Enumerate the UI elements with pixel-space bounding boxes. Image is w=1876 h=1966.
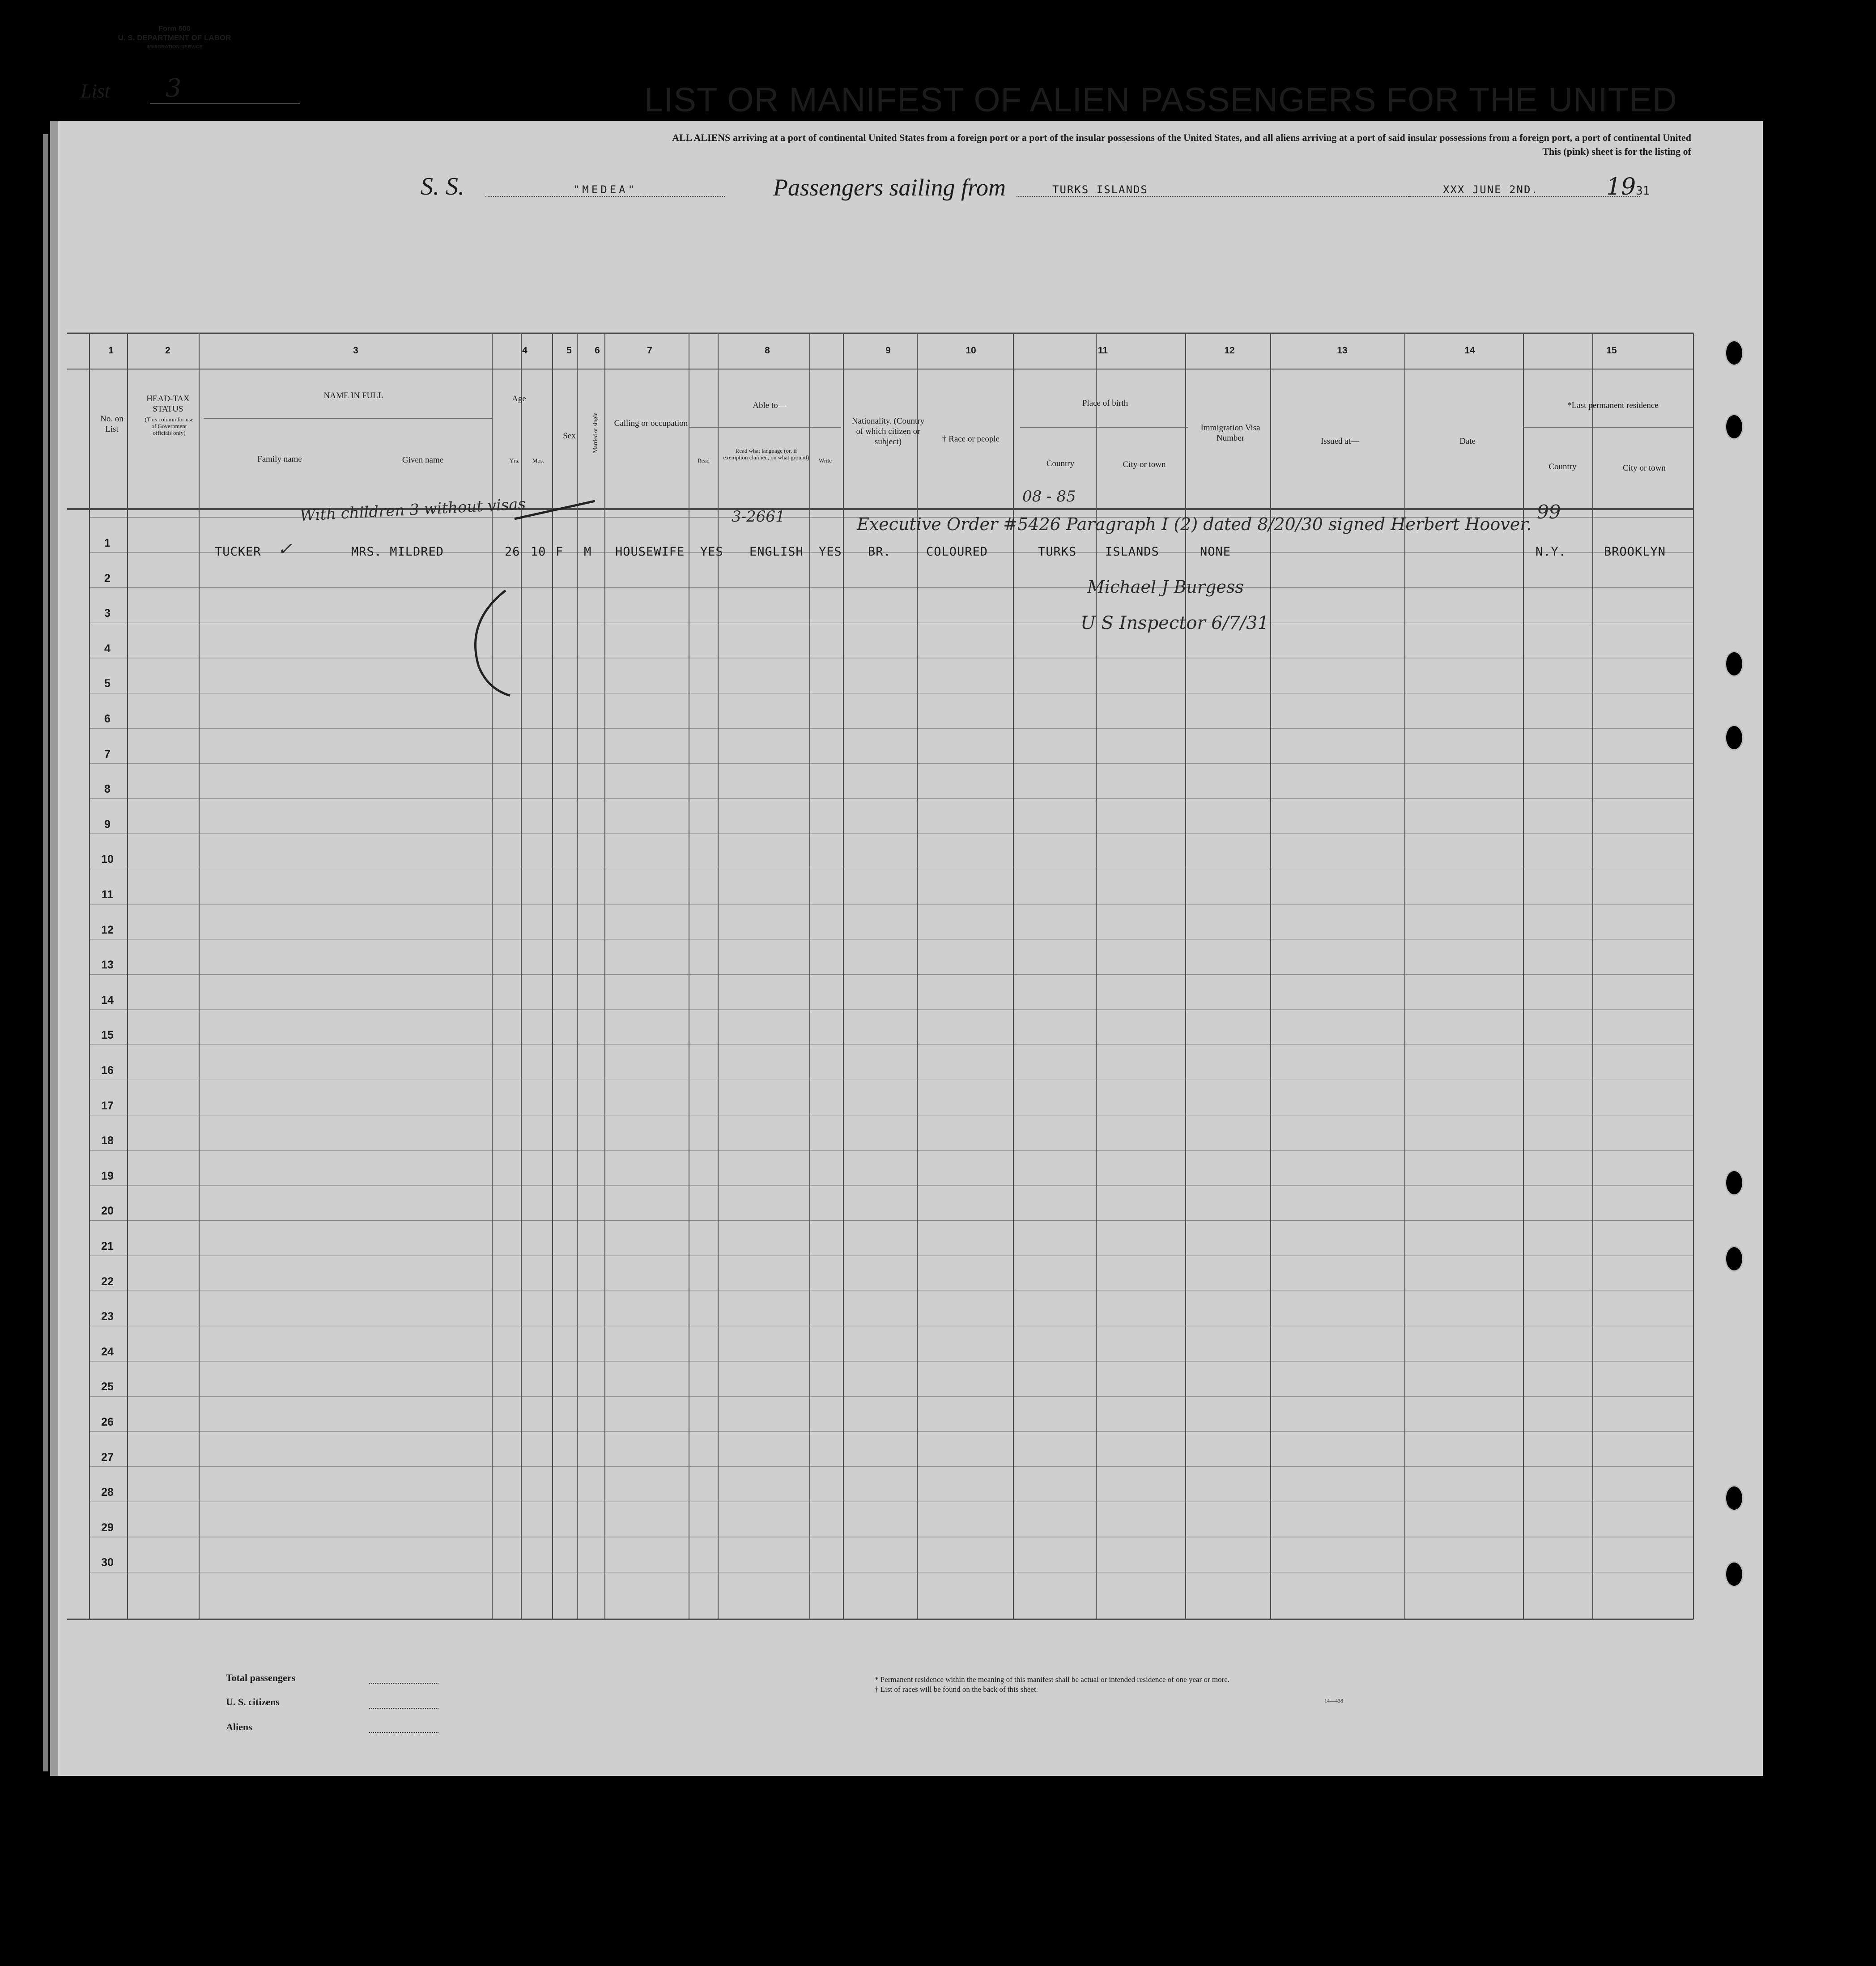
service-name: IMMIGRATION SERVICE	[146, 44, 203, 50]
column-number: 7	[647, 345, 652, 356]
row-number: 29	[101, 1521, 114, 1534]
header-birth-city: City or town	[1123, 460, 1166, 469]
column-number: 6	[595, 345, 600, 356]
children-note: With children 3 without visas	[299, 495, 526, 525]
write-value: YES	[819, 545, 842, 559]
ship-name: "MEDEA"	[485, 183, 725, 197]
department-name: U. S. DEPARTMENT OF LABOR	[118, 34, 231, 42]
occupation-value: HOUSEWIFE	[615, 545, 685, 559]
row-number: 1	[104, 537, 111, 549]
row-number: 30	[101, 1556, 114, 1569]
row-number: 25	[101, 1380, 114, 1393]
us-citizens-line	[369, 1708, 438, 1709]
header-place-of-birth: Place of birth	[1082, 399, 1128, 408]
age-mos-value: 10	[531, 545, 546, 559]
header-no-on-list: No. on List	[100, 414, 123, 434]
header-head-tax: HEAD-TAX STATUS	[146, 394, 190, 414]
binder-hole	[1725, 1485, 1744, 1511]
row-number: 4	[104, 642, 111, 655]
row-number: 6	[104, 713, 111, 725]
row-number: 15	[101, 1029, 114, 1042]
column-number: 4	[522, 345, 527, 356]
code-annotation: 08 - 85	[1022, 488, 1076, 505]
row-number: 17	[101, 1099, 114, 1112]
list-label: List	[81, 80, 111, 102]
row-number: 28	[101, 1486, 114, 1499]
aliens-label: Aliens	[226, 1721, 252, 1732]
total-passengers-label: Total passengers	[226, 1672, 296, 1683]
row-number: 11	[101, 888, 114, 901]
column-number: 13	[1337, 345, 1348, 356]
executive-order-note: Executive Order #5426 Paragraph I (2) dated 8/20/30 signed Herbert Hoover.	[857, 514, 1532, 534]
check-mark: ✓	[277, 539, 293, 560]
inspector-title: U S Inspector 6/7/31	[1081, 613, 1269, 633]
res-country-value: N.Y.	[1536, 545, 1567, 559]
header-write: Write	[818, 457, 832, 464]
header-calling: Calling or occupation	[614, 419, 688, 428]
aliens-line	[369, 1732, 438, 1733]
row-number: 2	[104, 572, 111, 585]
year-suffix: 31	[1636, 184, 1650, 198]
binder-hole	[1725, 1246, 1744, 1272]
age-yrs-value: 26	[505, 545, 520, 559]
departure-port: TURKS ISLANDS	[1017, 183, 1410, 197]
row-number: 21	[101, 1240, 114, 1253]
header-able-to: Able to—	[753, 401, 787, 410]
row-number: 20	[101, 1205, 114, 1218]
binder-hole	[1725, 651, 1744, 677]
header-read-language: Read what language (or, if exemption claimed, on what ground)	[723, 447, 809, 461]
binder-hole	[1725, 340, 1744, 366]
row-number: 9	[104, 818, 111, 831]
row-number: 14	[101, 994, 114, 1006]
row-number: 19	[101, 1169, 114, 1182]
header-head-tax-note: (This column for use of Government officials only)	[145, 416, 194, 436]
column-number: 5	[566, 345, 572, 356]
binder-hole	[1725, 725, 1744, 751]
column-number: 10	[966, 345, 976, 356]
header-sex: Sex	[563, 431, 576, 441]
footer-form-code: 14—438	[1324, 1698, 1343, 1704]
visa-value: NONE	[1200, 545, 1231, 559]
header-nationality: Nationality. (Country of which citizen or subject)	[851, 416, 925, 446]
row-number: 23	[101, 1310, 114, 1323]
header-issued-at: Issued at—	[1320, 437, 1359, 446]
family-name-value: TUCKER	[215, 545, 261, 559]
nationality-value: BR.	[868, 545, 891, 559]
footnote-residence: * Permanent residence within the meaning of this manifest shall be actual or intended residence of one year or more.	[875, 1675, 1230, 1684]
header-married-or-single: Married or single	[591, 412, 599, 453]
subtitle-line-1: ALL ALIENS arriving at a port of continental United States from a foreign port or a port of the insular possessions of the United States, and all aliens arriving at a port of said insular possessions from a foreign port, a port of continental United	[672, 132, 1691, 143]
column-number: 1	[108, 345, 114, 356]
row-number: 27	[101, 1451, 114, 1464]
residence-code: 99	[1537, 501, 1561, 523]
row-number: 12	[101, 923, 114, 936]
header-mos: Mos.	[532, 457, 545, 464]
header-last-residence: *Last permanent residence	[1567, 401, 1659, 410]
given-name-value: MRS. MILDRED	[351, 545, 444, 559]
column-number: 14	[1464, 345, 1475, 356]
pen-arc	[461, 586, 515, 702]
sailing-label: Passengers sailing from	[773, 174, 1006, 201]
footnote-races: † List of races will be found on the back of this sheet.	[875, 1685, 1038, 1694]
column-number: 11	[1098, 345, 1108, 356]
birth-country-value: TURKS	[1038, 545, 1077, 559]
column-number: 12	[1224, 345, 1235, 356]
row-number: 3	[104, 607, 111, 620]
header-res-country: Country	[1548, 462, 1577, 471]
pen-stroke	[510, 497, 600, 523]
binder-hole	[1725, 414, 1744, 440]
row-number: 16	[101, 1064, 114, 1077]
read-value: YES	[700, 545, 723, 559]
header-yrs: Yrs.	[509, 457, 520, 464]
row-number: 13	[101, 959, 114, 972]
header-res-city: City or town	[1622, 463, 1666, 473]
column-number: 15	[1606, 345, 1617, 356]
subtitle-line-2: This (pink) sheet is for the listing of	[1542, 146, 1691, 157]
birth-city-value: ISLANDS	[1105, 545, 1159, 559]
row-number: 10	[101, 853, 114, 866]
sailing-date: XXX JUNE 2ND.	[1394, 183, 1640, 197]
row-number: 18	[101, 1134, 114, 1147]
binder-hole	[1725, 1170, 1744, 1196]
row-number: 24	[101, 1345, 114, 1358]
header-read: Read	[698, 457, 710, 464]
inspector-signature: Michael J Burgess	[1087, 577, 1244, 597]
total-passengers-line	[369, 1683, 438, 1684]
column-number: 8	[765, 345, 770, 356]
year-prefix: 19	[1606, 174, 1636, 200]
row-number: 7	[104, 747, 111, 760]
sex-value: F	[556, 545, 564, 559]
ss-label: S. S.	[421, 173, 464, 200]
marital-value: M	[584, 545, 592, 559]
res-city-value: BROOKLYN	[1604, 545, 1666, 559]
row-number: 5	[104, 677, 111, 690]
form-number: Form 500	[158, 25, 191, 33]
row-number: 26	[101, 1416, 114, 1428]
column-number: 2	[165, 345, 170, 356]
header-family-name: Family name	[257, 454, 302, 464]
us-citizens-label: U. S. citizens	[226, 1696, 280, 1707]
header-date: Date	[1459, 437, 1476, 446]
row-number: 22	[101, 1275, 114, 1288]
header-age: Age	[512, 394, 526, 403]
header-birth-country: Country	[1046, 459, 1075, 468]
language-value: ENGLISH	[749, 545, 804, 559]
binder-hole	[1725, 1561, 1744, 1587]
header-given-name: Given name	[402, 455, 444, 465]
race-value: COLOURED	[926, 545, 988, 559]
header-name-in-full: NAME IN FULL	[323, 391, 383, 400]
file-number: 3-2661	[732, 508, 785, 526]
row-number: 8	[104, 783, 111, 796]
column-number: 3	[353, 345, 358, 356]
header-visa-number: Immigration Visa Number	[1200, 423, 1260, 443]
list-number: 3	[150, 74, 300, 104]
page-title: LIST OR MANIFEST OF ALIEN PASSENGERS FOR THE UNITED	[644, 81, 1677, 119]
header-race: † Race or people	[942, 434, 1000, 444]
column-number: 9	[885, 345, 891, 356]
